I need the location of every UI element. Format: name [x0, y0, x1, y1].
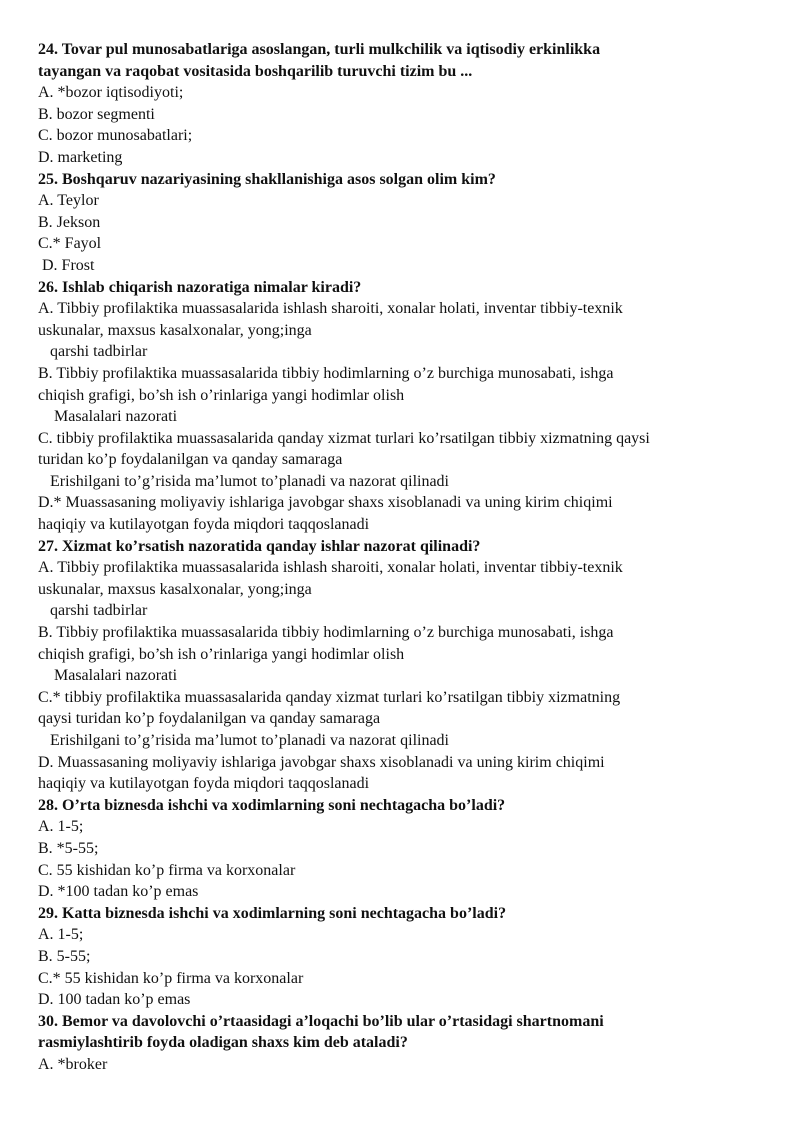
answer-option-line: haqiqiy va kutilayotgan foyda miqdori taqqoslanadi [38, 516, 370, 534]
answer-option-line: A. *broker [38, 1055, 108, 1073]
question-block [38, 39, 768, 169]
answer-option-line: Masalalari nazorati [38, 667, 178, 685]
answer-option [38, 298, 768, 363]
answer-option-line: B. Jekson [38, 213, 101, 231]
answer-option [38, 255, 768, 277]
answer-option-line: B. Tibbiy profilaktika muassasalarida tibbiy hodimlarning o’z burchiga munosabati, ishga [38, 364, 614, 382]
answer-option-line: C. tibbiy profilaktika muassasalarida qanday xizmat turlari ko’rsatilgan tibbiy xizmatning qaysi [38, 429, 650, 447]
question-text: 25. Boshqaruv nazariyasining shakllanishiga asos solgan olim kim? [38, 170, 496, 188]
answer-option-line: A. Tibbiy profilaktika muassasalarida ishlash sharoiti, xonalar holati, inventar tibbiy-texnik [38, 559, 623, 577]
answer-option-line: D. *100 tadan ko’p emas [38, 883, 199, 901]
answer-option-line: B. 5-55; [38, 947, 91, 965]
answer-option-line: D.* Muassasaning moliyaviy ishlariga javobgar shaxs xisoblanadi va uning kirim chiqimi [38, 494, 613, 512]
question-text: 27. Xizmat ko’rsatish nazoratida qanday ishlar nazorat qilinadi? [38, 537, 481, 555]
answer-option-line: D. marketing [38, 148, 123, 166]
answer-option [38, 125, 768, 147]
answer-option [38, 968, 768, 990]
answer-option-line: B. bozor segmenti [38, 105, 155, 123]
answer-option-line: qaysi turidan ko’p foydalanilgan va qanday samaraga [38, 710, 381, 728]
answer-option-line: C. bozor munosabatlari; [38, 127, 193, 145]
answer-option-line: B. *5-55; [38, 839, 99, 857]
answer-option-line: D. Muassasaning moliyaviy ishlariga javobgar shaxs xisoblanadi va uning kirim chiqimi [38, 753, 605, 771]
answer-option-line: haqiqiy va kutilayotgan foyda miqdori taqqoslanadi [38, 775, 370, 793]
answer-option-line: C. 55 kishidan ko’p firma va korxonalar [38, 861, 296, 879]
answer-option-line: A. Teylor [38, 192, 99, 210]
answer-option-line: turidan ko’p foydalanilgan va qanday samaraga [38, 451, 343, 469]
answer-option-line: qarshi tadbirlar [38, 602, 148, 620]
answer-option [38, 752, 768, 795]
answer-option [38, 622, 768, 687]
answer-option [38, 233, 768, 255]
answer-option [38, 860, 768, 882]
answer-option-line: A. 1-5; [38, 926, 84, 944]
question-text: 26. Ishlab chiqarish nazoratiga nimalar kiradi? [38, 278, 362, 296]
question-text: 28. O’rta biznesda ishchi va xodimlarning soni nechtagacha bo’ladi? [38, 796, 506, 814]
question-block [38, 903, 768, 1011]
answer-option-line: C.* 55 kishidan ko’p firma va korxonalar [38, 969, 304, 987]
answer-option-line: A. 1-5; [38, 818, 84, 836]
question-block [38, 536, 768, 795]
answer-option-line: C.* tibbiy profilaktika muassasalarida qanday xizmat turlari ko’rsatilgan tibbiy xizmatning [38, 688, 621, 706]
answer-option-line: chiqish grafigi, bo’sh ish o’rinlariga yangi hodimlar olish [38, 645, 405, 663]
question-text: tayangan va raqobat vositasida boshqarilib turuvchi tizim bu ... [38, 62, 473, 80]
answer-option-line: chiqish grafigi, bo’sh ish o’rinlariga yangi hodimlar olish [38, 386, 405, 404]
answer-option [38, 82, 768, 104]
answer-option [38, 363, 768, 428]
answer-option-line: B. Tibbiy profilaktika muassasalarida tibbiy hodimlarning o’z burchiga munosabati, ishga [38, 624, 614, 642]
question-block [38, 795, 768, 903]
answer-option-line: Erishilgani to’g’risida ma’lumot to’planadi va nazorat qilinadi [38, 472, 449, 490]
answer-option [38, 428, 768, 493]
answer-option [38, 687, 768, 752]
answer-option-line: A. *bozor iqtisodiyoti; [38, 84, 184, 102]
answer-option [38, 492, 768, 535]
answer-option-line: uskunalar, maxsus kasalxonalar, yong;inga [38, 580, 312, 598]
question-block [38, 1011, 768, 1076]
answer-option-line: A. Tibbiy profilaktika muassasalarida ishlash sharoiti, xonalar holati, inventar tibbiy-texnik [38, 300, 623, 318]
question-text: 29. Katta biznesda ishchi va xodimlarning soni nechtagacha bo’ladi? [38, 904, 507, 922]
answer-option-line: D. 100 tadan ko’p emas [38, 991, 191, 1009]
question-text: 30. Bemor va davolovchi o’rtaasidagi a’loqachi bo’lib ular o’rtasidagi shartnomani [38, 1012, 604, 1030]
answer-option [38, 147, 768, 169]
answer-option [38, 989, 768, 1011]
question-block [38, 277, 768, 536]
answer-option [38, 881, 768, 903]
answer-option [38, 104, 768, 126]
answer-option [38, 557, 768, 622]
answer-option [38, 838, 768, 860]
question-text: rasmiylashtirib foyda oladigan shaxs kim deb ataladi? [38, 1034, 408, 1052]
answer-option-line: Masalalari nazorati [38, 408, 178, 426]
answer-option [38, 1054, 768, 1076]
answer-option [38, 212, 768, 234]
answer-option-line: D. Frost [38, 256, 95, 274]
answer-option [38, 190, 768, 212]
answer-option [38, 924, 768, 946]
answer-option-line: qarshi tadbirlar [38, 343, 148, 361]
answer-option-line: uskunalar, maxsus kasalxonalar, yong;inga [38, 321, 312, 339]
answer-option-line: Erishilgani to’g’risida ma’lumot to’planadi va nazorat qilinadi [38, 732, 449, 749]
answer-option-line: C.* Fayol [38, 235, 102, 253]
question-text: 24. Tovar pul munosabatlariga asoslangan, turli mulkchilik va iqtisodiy erkinlikka [38, 41, 601, 58]
answer-option [38, 946, 768, 968]
answer-option [38, 816, 768, 838]
document-page [38, 39, 768, 1076]
question-block [38, 169, 768, 277]
